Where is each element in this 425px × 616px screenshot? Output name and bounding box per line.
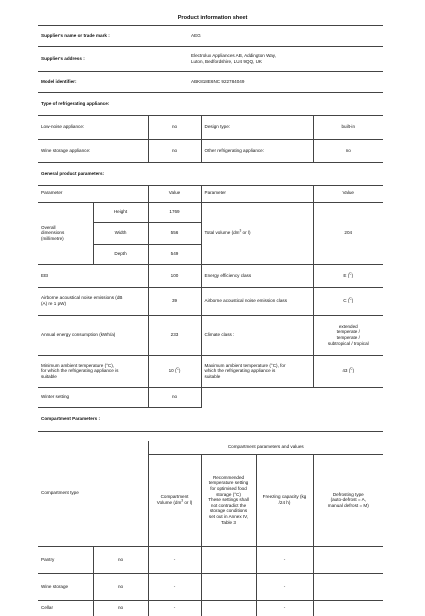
noise-class-label: Airborne acoustical noise emission class: [201, 287, 313, 315]
eei-label: EEI: [38, 264, 148, 287]
min-temp-line-3: suitable: [41, 373, 57, 379]
compartment-volume: -: [148, 546, 201, 573]
width-label: Width: [93, 222, 148, 244]
supplier-address-line-1: Electrolux Appliances AB, Addington Way,: [191, 53, 277, 59]
compartment-freezing: -: [256, 546, 313, 573]
recommended-line: for optimised food: [210, 486, 247, 492]
energy-class-value: E ($^C$): [313, 264, 383, 287]
volume-header-line-2: Volume ($dm^3$ or l): [156, 498, 193, 505]
recommended-line: not contradict the: [210, 502, 247, 508]
recommended-line: temperature setting: [208, 480, 249, 486]
depth-label: Depth: [93, 244, 148, 264]
compartment-freezing: -: [256, 573, 313, 600]
dims-label-line-1: Overall: [41, 224, 56, 230]
energy-class-label: Energy efficiency class: [201, 264, 313, 287]
max-temp-line-3: suitable: [204, 373, 221, 379]
min-temp-value: 10 ($^C$): [148, 355, 201, 387]
max-temp-label: [201, 355, 313, 387]
recommended-line: Recommended: [212, 474, 245, 480]
defrosting-type-header: [313, 454, 383, 546]
compartment-table: [38, 441, 383, 616]
width-value: 556: [148, 222, 201, 244]
supplier-name-value: AEG: [188, 26, 383, 47]
model-identifier-label: Model identifier:: [38, 72, 188, 93]
compartment-volume: -: [148, 600, 201, 616]
annual-energy-value: 233: [148, 315, 201, 355]
climate-line-3: temperate /: [336, 335, 360, 340]
min-temp-label: [38, 355, 148, 387]
compartment-section-heading: Compartment Parameters :: [38, 407, 383, 431]
noise-label-line-1: Airborne acoustical noise emissions (dB: [41, 295, 123, 301]
total-volume-value: 204: [313, 202, 383, 264]
noise-label-line-2: (A) re 1 pW): [41, 301, 67, 306]
defrost-line-1: Defrosting type: [332, 491, 364, 497]
table-row: [38, 600, 383, 616]
defrost-line-2: (auto-defrost = A,: [330, 497, 366, 503]
winter-setting-label: Winter setting: [38, 387, 148, 407]
compartment-name: Pantry: [38, 546, 93, 573]
compartment-type-header: Compartment type: [38, 441, 148, 546]
height-value: 1769: [148, 202, 201, 222]
page-title: Product information sheet: [177, 15, 248, 21]
supplier-address-value: [188, 47, 383, 72]
low-noise-label: Low-noise appliance:: [38, 116, 148, 139]
climate-line-1: extended: [338, 323, 358, 329]
climate-class-value: [313, 315, 383, 355]
volume-header-line-1: Compartment: [160, 494, 189, 500]
compartment-present: no: [93, 600, 148, 616]
max-temp-line-2: which the refrigerating appliance is: [204, 368, 276, 374]
supplier-address-line-2: Luton, Bedfordshire, LU4 9QQ, UK: [191, 59, 262, 64]
max-temp-line-1: Maximum ambient temperature (°C), for: [204, 362, 286, 368]
freezing-capacity-header: [256, 454, 313, 546]
noise-emissions-value: 39: [148, 287, 201, 315]
overall-dimensions-label: [38, 202, 93, 264]
compartment-freezing: -: [256, 600, 313, 616]
min-temp-line-1: Minimum ambient temperature (°C),: [41, 362, 115, 368]
height-label: Height: [93, 202, 148, 222]
recommended-temp-header: [201, 454, 256, 546]
supplier-name-label: Supplier's name or trade mark :: [38, 26, 188, 47]
compartment-group-header: Compartment parameters and values: [148, 441, 383, 454]
total-volume-label: Total volume ($dm^3$ or l): [201, 202, 313, 264]
climate-line-4: subtropical / tropical: [327, 340, 369, 346]
winter-setting-value: no: [148, 387, 201, 407]
freezing-line-1: Freezing capacity (kg: [262, 494, 307, 500]
model-identifier-value: ABK818E6NC 922784049: [188, 72, 383, 93]
general-parameters-table: [38, 185, 383, 432]
type-section-heading: Type of refrigerating appliance:: [38, 93, 383, 116]
compartment-name: Wine storage: [38, 573, 93, 600]
dims-label-line-2: dimensions: [41, 230, 65, 236]
general-section-heading: General product parameters:: [38, 162, 383, 185]
compartment-name: Cellar: [41, 605, 53, 611]
appliance-type-table: [38, 116, 383, 186]
other-appliance-value: no: [313, 139, 383, 162]
dims-label-line-3: (millimetre): [41, 235, 64, 241]
wine-storage-label: Wine storage appliance:: [38, 139, 148, 162]
noise-class-value: C ($^C$): [313, 287, 383, 315]
compartment-volume-header: [148, 454, 201, 546]
depth-value: 549: [148, 244, 201, 264]
climate-line-2: temperate /: [336, 329, 360, 335]
noise-emissions-label: [38, 287, 148, 315]
table-row: [38, 546, 383, 573]
compartment-present: no: [93, 546, 148, 573]
defrost-line-3: manual defrost = M): [327, 502, 369, 508]
max-temp-value: 43 ($^C$): [313, 355, 383, 387]
compartment-volume: -: [148, 573, 201, 600]
table-row: [38, 573, 383, 600]
recommended-line: Table 3: [221, 519, 236, 525]
design-type-label: Design type:: [201, 116, 313, 139]
freezing-line-2: /24 h): [278, 500, 291, 505]
supplier-address-label: Supplier's address :: [38, 47, 188, 72]
recommended-line: storage (°C): [216, 491, 241, 497]
annual-energy-label: Annual energy consumption (kWh/a): [38, 315, 148, 355]
min-temp-line-2: for which the refrigerating appliance is: [41, 368, 119, 374]
col-parameter-header: Parameter: [38, 185, 148, 202]
low-noise-value: no: [148, 116, 201, 139]
supplier-table: [38, 25, 383, 116]
climate-class-label: Climate class :: [201, 315, 313, 355]
col-value-header-2: Value: [313, 185, 383, 202]
recommended-line: set out in Annex IV,: [208, 513, 249, 519]
col-value-header: Value: [148, 185, 201, 202]
col-parameter-header-2: Parameter: [201, 185, 313, 202]
recommended-line: storage conditions: [209, 508, 248, 514]
design-type-value: built-in: [313, 116, 383, 139]
other-appliance-label: Other refrigerating appliance:: [201, 139, 313, 162]
wine-storage-value: no: [148, 139, 201, 162]
eei-value: 100: [148, 264, 201, 287]
compartment-present: no: [93, 573, 148, 600]
recommended-line: These settings shall: [208, 497, 249, 503]
